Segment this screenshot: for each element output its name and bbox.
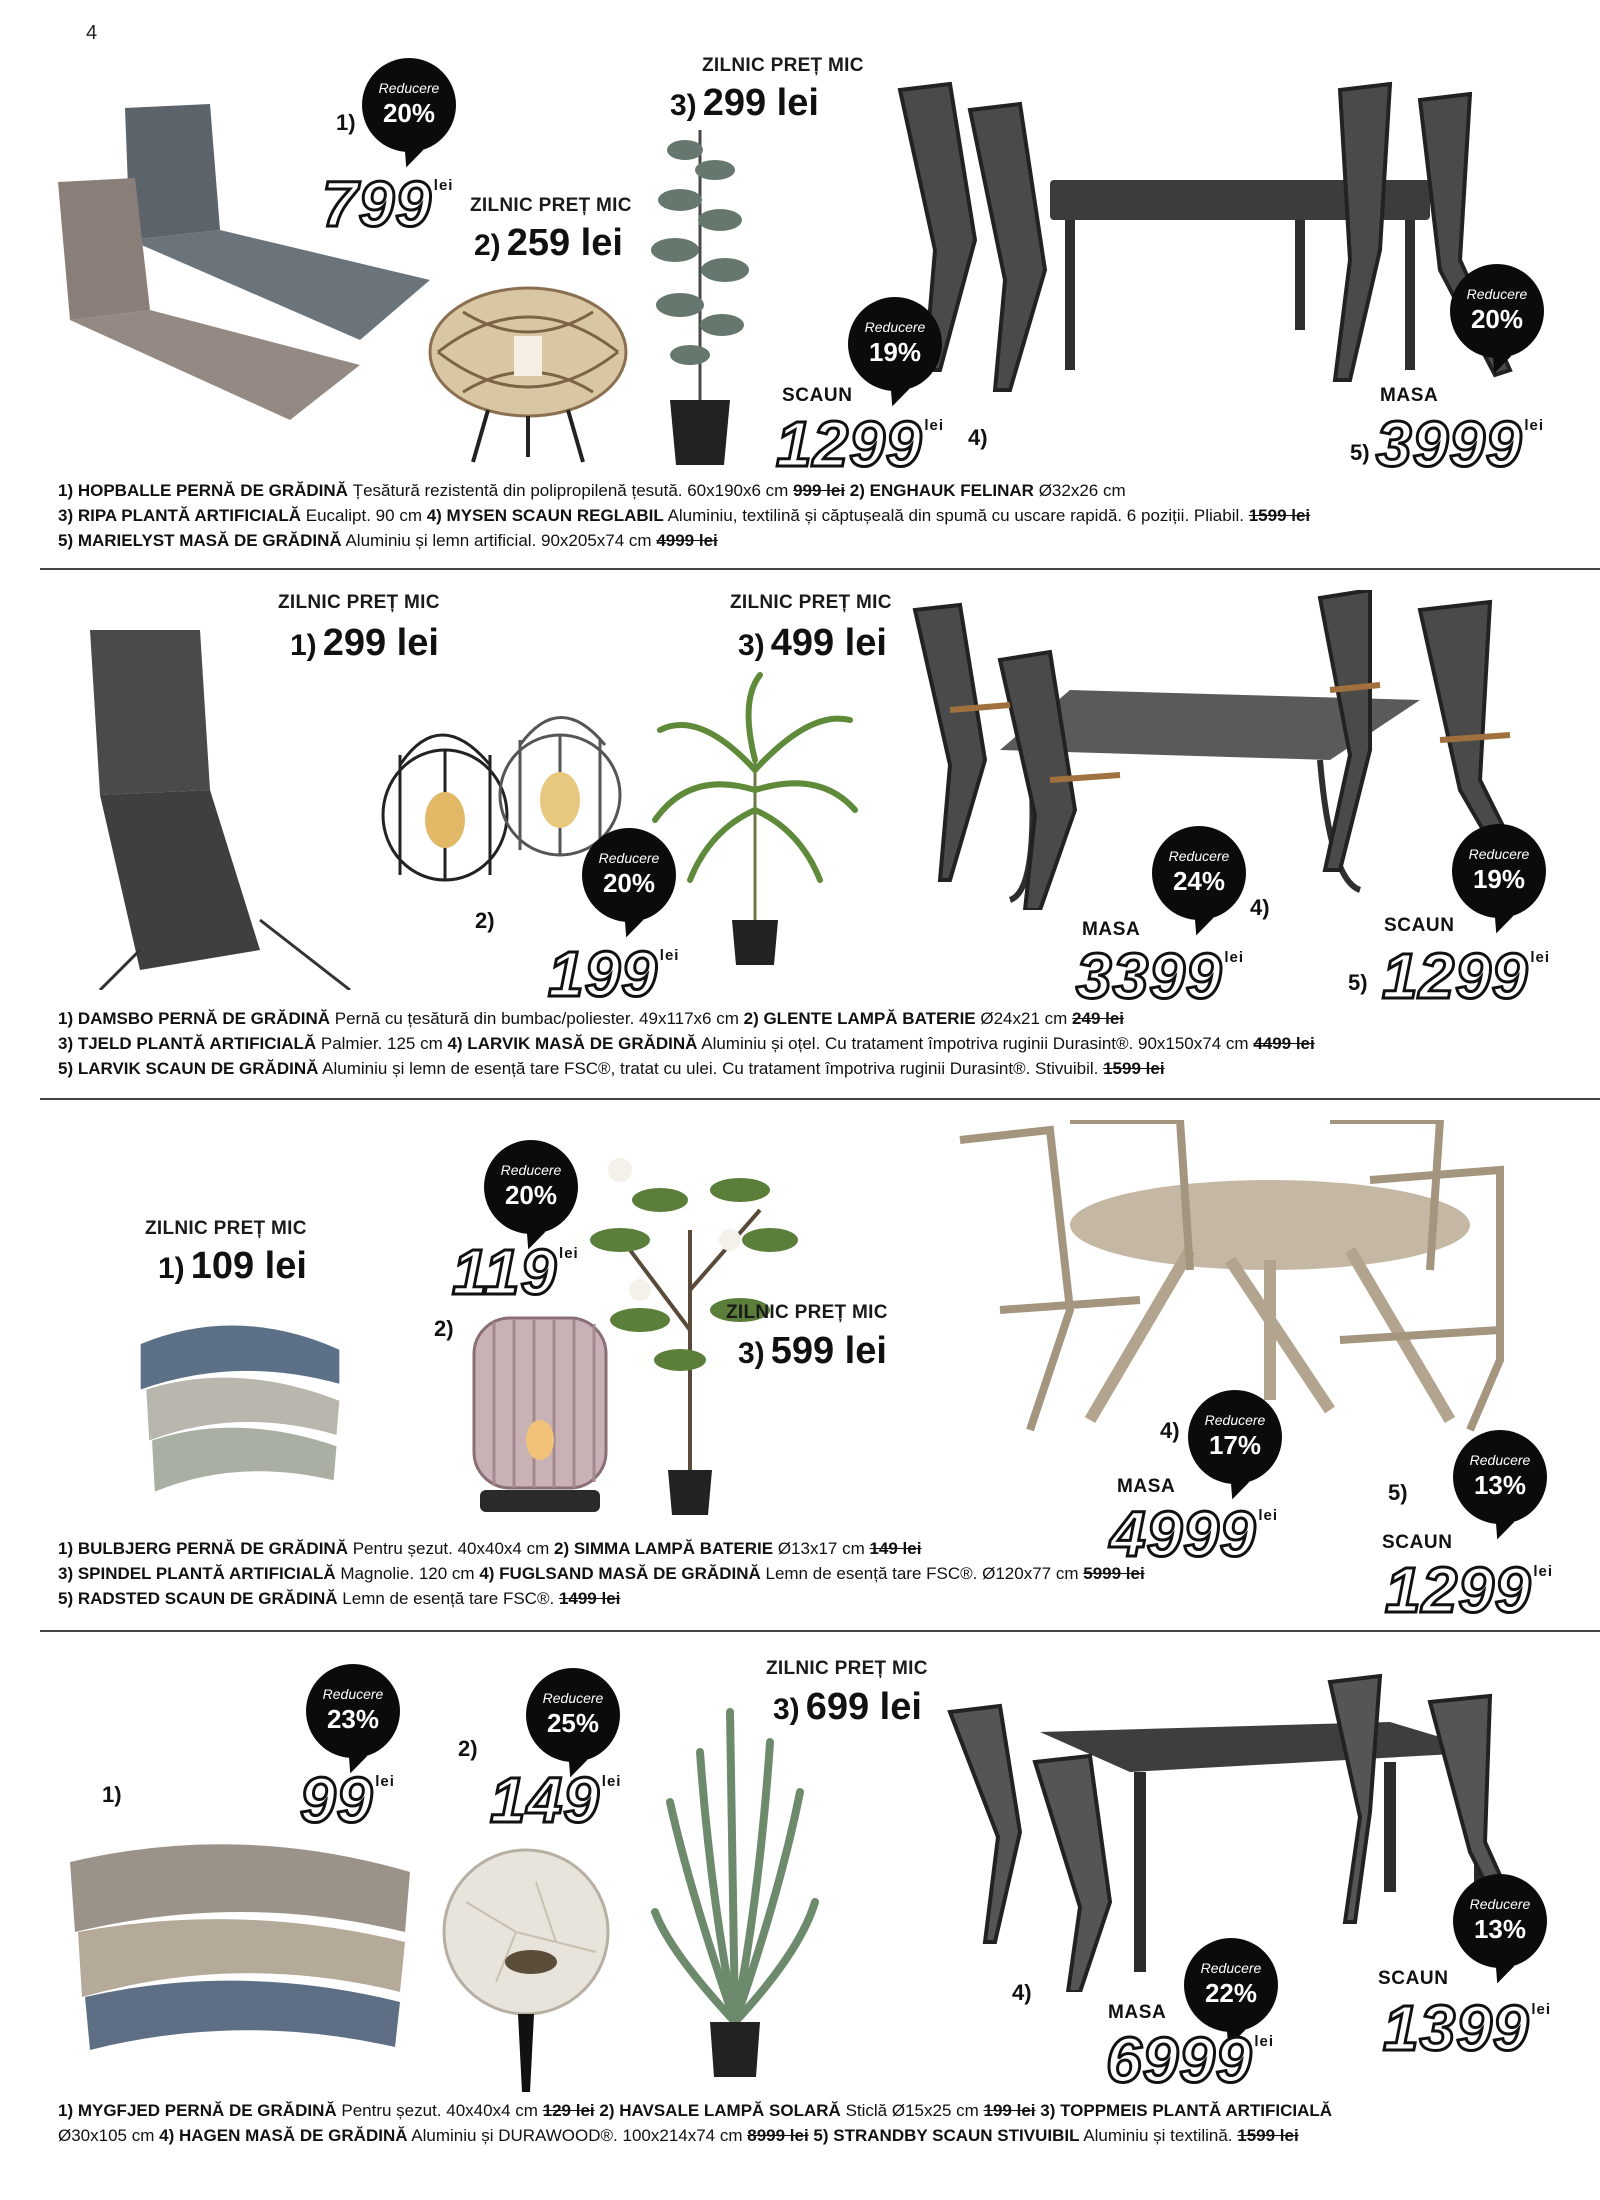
item-number: 2) [475,908,495,933]
item-number: 5) [1388,1480,1408,1505]
discount-badge: Reducere 20% [484,1140,578,1234]
item-number: 4) [1160,1418,1180,1443]
description-line: 5) MARIELYST MASĂ DE GRĂDINĂ Aluminiu și lemn artificial. 90x205x74 cm 4999 lei [58,531,718,550]
discount-badge: Reducere 19% [1452,824,1546,918]
price-tag: 149 $^{lei}$ [490,1764,622,1836]
item-number: 5) [1348,970,1368,995]
price-tag: 1299 $^{lei}$ [776,408,945,480]
description-line: 3) SPINDEL PLANTĂ ARTIFICIALĂ Magnolie. 120 cm 4) FUGLSAND MASĂ DE GRĂDINĂ Lemn de esență tare FSC®. Ø120x77 cm 5999 lei [58,1564,1145,1583]
daily-low-price-label: ZILNIC PREȚ MIC [702,55,864,76]
product-description [58,1536,1348,1611]
discount-badge: Reducere 20% [582,828,676,922]
description-line: 3) TJELD PLANTĂ ARTIFICIALĂ Palmier. 125 cm 4) LARVIK MASĂ DE GRĂDINĂ Aluminiu și oțel. Cu tratament împotriva ruginii Durasint®. 90x150x74 cm 4499 lei [58,1034,1315,1053]
description-line: 1) MYGFJED PERNĂ DE GRĂDINĂ Pentru șezut. 40x40x4 cm 129 lei 2) HAVSALE LAMPĂ SOLARĂ Sticlă Ø15x25 cm 199 lei 3) TOPPMEIS PLANTĂ ARTIFICIALĂ [58,2101,1333,2120]
product-type-label: MASA [1380,385,1439,406]
description-line: 3) RIPA PLANTĂ ARTIFICIALĂ Eucalipt. 90 cm 4) MYSEN SCAUN REGLABIL Aluminiu, textilină și căptușeală din spumă cu uscare rapidă. 6 poziții. Pliabil. 1599 lei [58,506,1311,525]
price-tag: 6999 $^{lei}$ [1106,2024,1275,2096]
product-type-label: MASA [1108,2002,1167,2023]
discount-badge: Reducere 23% [306,1664,400,1758]
price-tag: 1) 109 lei [158,1245,307,1287]
discount-badge: Reducere 19% [848,297,942,391]
price-tag: 1299 $^{lei}$ [1385,1554,1554,1626]
garden-cushion-image[interactable] [80,620,380,990]
item-number: 4) [1250,895,1270,920]
price-tag: 99 $^{lei}$ [300,1764,395,1836]
description-line: 1) BULBJERG PERNĂ DE GRĂDINĂ Pentru șezut. 40x40x4 cm 2) SIMMA LAMPĂ BATERIE Ø13x17 cm 149 lei [58,1539,922,1558]
price-tag: 1) 299 lei [290,622,439,664]
product-section-3 [0,1100,1600,1630]
discount-badge: Reducere 20% [1450,264,1544,358]
daily-low-price-label: ZILNIC PREȚ MIC [766,1658,928,1679]
discount-badge: Reducere 22% [1184,1938,1278,2032]
product-type-label: SCAUN [782,385,853,406]
price-tag: 199 $^{lei}$ [548,938,680,1010]
eucalyptus-plant-image[interactable] [640,110,760,470]
daily-low-price-label: ZILNIC PREȚ MIC [145,1218,307,1239]
price-tag: 3399 $^{lei}$ [1076,940,1245,1012]
item-number: 1) [102,1782,122,1807]
dining-set-image[interactable] [880,70,1560,400]
product-type-label: MASA [1082,919,1141,940]
daily-low-price-label: ZILNIC PREȚ MIC [278,592,440,613]
price-tag: 119 $^{lei}$ [452,1236,579,1308]
palm-plant-image[interactable] [650,670,860,970]
daily-low-price-label: ZILNIC PREȚ MIC [470,195,632,216]
discount-badge: Reducere 20% [362,58,456,152]
product-type-label: SCAUN [1378,1968,1449,1989]
product-section-1 [0,0,1600,570]
discount-badge: Reducere 17% [1188,1390,1282,1484]
lantern-image[interactable] [418,272,638,472]
description-line: 5) RADSTED SCAUN DE GRĂDINĂ Lemn de esență tare FSC®. 1499 lei [58,1589,621,1608]
solar-lamp-image[interactable] [436,1842,616,2102]
item-number: 4) [1012,1980,1032,2005]
seat-cushion-image[interactable] [60,1812,420,2052]
description-line: 5) LARVIK SCAUN DE GRĂDINĂ Aluminiu și lemn de esență tare FSC®, tratat cu ulei. Cu tratament împotriva ruginii Durasint®. Stivuibil. 1599 lei [58,1059,1165,1078]
price-tag: 2) 259 lei [474,222,623,264]
garden-cushion-image[interactable] [50,100,440,430]
discount-badge: Reducere 24% [1152,826,1246,920]
item-number: 5) [1350,440,1370,465]
daily-low-price-label: ZILNIC PREȚ MIC [730,592,892,613]
description-line: 1) DAMSBO PERNĂ DE GRĂDINĂ Pernă cu țesătură din bumbac/poliester. 49x117x6 cm 2) GLENTE LAMPĂ BATERIE Ø24x21 cm 249 lei [58,1009,1125,1028]
description-line: Ø30x105 cm 4) HAGEN MASĂ DE GRĂDINĂ Aluminiu și DURAWOOD®. 100x214x74 cm 8999 lei 5) STRANDBY SCAUN STIVUIBIL Aluminiu și textilină. 1599 lei [58,2126,1299,2145]
product-description [58,2098,1568,2148]
product-type-label: SCAUN [1382,1532,1453,1553]
price-tag: 4999 $^{lei}$ [1110,1498,1279,1570]
agave-plant-image[interactable] [650,1692,820,2082]
discount-badge: Reducere 13% [1453,1430,1547,1524]
item-number: 1) [336,110,356,135]
product-description [58,1006,1558,1081]
discount-badge: Reducere 25% [526,1668,620,1762]
item-number: 4) [968,425,988,450]
daily-low-price-label: ZILNIC PREȚ MIC [726,1302,888,1323]
magnolia-plant-image[interactable] [580,1130,800,1520]
product-section-4 [0,1632,1600,2192]
price-tag: 1399 $^{lei}$ [1383,1992,1552,2064]
description-line: 1) HOPBALLE PERNĂ DE GRĂDINĂ Țesătură rezistentă din polipropilenă țesută. 60x190x6 cm 999 lei 2) ENGHAUK FELINAR Ø32x26 cm [58,481,1126,500]
product-section-2 [0,570,1600,1100]
item-number: 2) [458,1736,478,1761]
page-number: 4 [86,22,98,44]
price-tag: 1299 $^{lei}$ [1382,940,1551,1012]
price-tag: 3) 699 lei [773,1686,922,1728]
price-tag: 3) 599 lei [738,1330,887,1372]
price-tag: 3999 $^{lei}$ [1376,408,1545,480]
seat-cushion-image[interactable] [55,1310,425,1520]
item-number: 2) [434,1316,454,1341]
price-tag: 3) 299 lei [670,82,819,124]
discount-badge: Reducere 13% [1453,1874,1547,1968]
product-type-label: SCAUN [1384,915,1455,936]
product-description [58,478,1558,553]
price-tag: 3) 499 lei [738,622,887,664]
product-type-label: MASA [1117,1476,1176,1497]
price-tag: 799 $^{lei}$ [322,168,454,240]
